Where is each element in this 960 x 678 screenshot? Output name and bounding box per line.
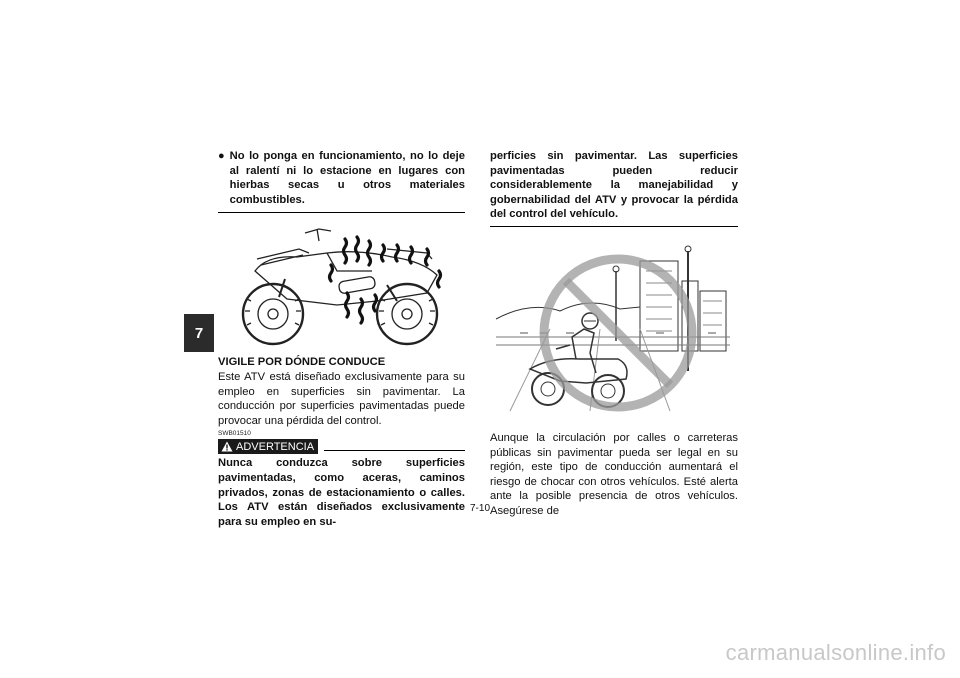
chapter-tab: 7	[184, 314, 214, 352]
advertencia-text: Nunca conduzca sobre superficies pavimentadas, como aceras, caminos privados, zonas de estacionamiento o calles. Los ATV están diseñados exclusivamente para su empleo en su-	[218, 457, 465, 528]
bullet-icon: ●	[218, 150, 225, 162]
atv-grass-fire-illustration	[227, 219, 457, 351]
advertencia-text-continued: perficies sin pavimentar. Las superficies pavimentadas pueden reducir considerablemente la manejabilidad y gobernabilidad del ATV y provocar la pérdida del control del vehículo.	[490, 150, 738, 221]
watermark: carmanualsonline.info	[725, 640, 946, 665]
advertencia-label: ADVERTENCIA	[236, 440, 315, 453]
advertencia-header	[218, 439, 465, 454]
advertencia-rule	[324, 450, 465, 451]
right-column	[490, 149, 738, 519]
warning-triangle-icon	[221, 441, 233, 452]
left-column	[218, 149, 465, 529]
section-paragraph: Este ATV está diseñado exclusivamente para su empleo en superficies sin pavimentar. La conducción por superficies pavimentadas puede provocar una pérdida del control.	[218, 370, 465, 427]
advertencia-end-rule	[490, 226, 738, 227]
warning-bullet-text: No lo ponga en funcionamiento, no lo deje al ralentí ni lo estacione en lugares con hierbas secas u otros materiales combustibles.	[229, 150, 465, 206]
advertencia-badge	[218, 439, 318, 454]
warning-code: SWB01510	[218, 430, 251, 438]
section-heading: VIGILE POR DÓNDE CONDUCE	[218, 356, 386, 369]
warning-bullet-item	[218, 149, 465, 207]
no-pavement-atv-illustration	[490, 241, 738, 423]
page-number: 7-10	[469, 503, 490, 514]
warning-end-rule	[218, 212, 465, 213]
right-paragraph: Aunque la circulación por calles o carreteras públicas sin pavimentar pueda ser legal en su región, este tipo de conducción aumentará el riesgo de chocar con otros vehículos. Esté alerta ante la posible presencia de otros vehículos. Asegúrese de	[490, 431, 738, 517]
